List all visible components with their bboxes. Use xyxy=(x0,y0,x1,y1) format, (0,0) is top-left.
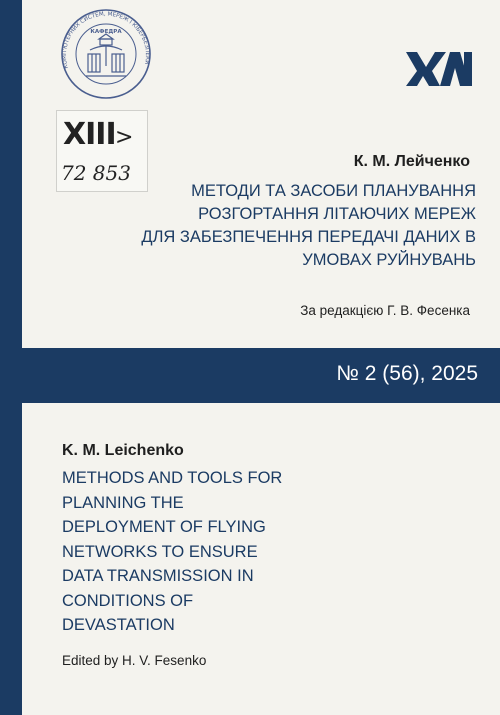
english-title-line: PLANNING THE xyxy=(62,493,184,512)
english-title xyxy=(62,466,362,638)
library-inventory-number: 72 853 xyxy=(61,161,131,185)
english-title-line: DEPLOYMENT OF FLYING xyxy=(62,518,266,536)
english-title-line: DATA TRANSMISSION IN xyxy=(62,567,254,585)
library-class-code: XIII xyxy=(63,117,116,152)
english-editor: Edited by H. V. Fesenko xyxy=(62,653,207,668)
ukrainian-title-line: ДЛЯ ЗАБЕЗПЕЧЕННЯ ПЕРЕДАЧІ ДАНИХ В xyxy=(141,228,476,246)
english-author: K. M. Leichenko xyxy=(62,442,184,459)
ukrainian-author: К. М. Лейченко xyxy=(353,153,470,170)
ukrainian-title xyxy=(76,180,476,272)
ukrainian-editor: За редакцією Г. В. Фесенка xyxy=(300,303,470,318)
department-stamp xyxy=(52,4,160,100)
stamp-label: КАФЕДРА xyxy=(90,29,122,35)
stamp-arc-text: КОМП'ЮТЕРНИХ СИСТЕМ, МЕРЕЖ І КІБЕРБЕЗПЕКИ xyxy=(61,11,151,70)
english-title-line: METHODS AND TOOLS FOR xyxy=(62,469,283,487)
ukrainian-title-line: МЕТОДИ ТА ЗАСОБИ ПЛАНУВАННЯ xyxy=(191,182,476,200)
xai-logo xyxy=(404,48,476,90)
ukrainian-title-line: УМОВАХ РУЙНУВАНЬ xyxy=(302,251,476,269)
ukrainian-title-line: РОЗГОРТАННЯ ЛІТАЮЧИХ МЕРЕЖ xyxy=(198,205,476,223)
english-title-line: DEVASTATION xyxy=(62,616,175,634)
issue-number: № 2 (56), 2025 xyxy=(336,362,478,385)
library-class-arrow: > xyxy=(115,125,134,150)
english-title-line: NETWORKS TO ENSURE xyxy=(62,542,258,561)
stamp-emblem-icon xyxy=(86,34,126,76)
english-title-line: CONDITIONS OF xyxy=(62,591,194,610)
